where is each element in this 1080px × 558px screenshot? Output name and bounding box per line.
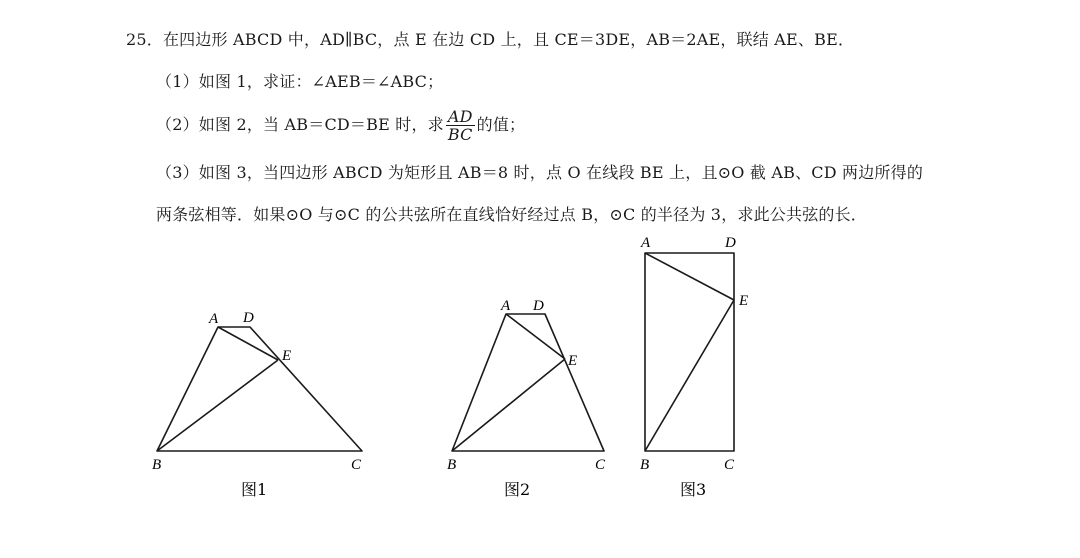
figure-3-rectangle <box>645 253 734 451</box>
fraction-denominator: BC <box>447 125 473 144</box>
figure-2-caption: 图2 <box>504 480 531 499</box>
figure-3-label-A: A <box>641 235 651 251</box>
figure-2-label-B: B <box>447 457 457 473</box>
figure-2-segment-BE <box>452 359 565 451</box>
part-3-line-2: 两条弦相等．如果⊙O 与⊙C 的公共弦所在直线恰好经过点 B，⊙C 的半径为 3，求此公共弦的长． <box>156 205 867 224</box>
figure-2-label-E: E <box>568 353 578 369</box>
figure-1-label-E: E <box>282 348 292 364</box>
fraction-numerator: AD <box>447 107 473 126</box>
figure-2-drawing <box>452 314 604 451</box>
figure-3-label-E: E <box>739 293 749 309</box>
figure-1-drawing <box>157 327 362 451</box>
figure-2-segment-AE <box>506 314 565 359</box>
figure-2-quadrilateral <box>452 314 604 451</box>
figure-1-quadrilateral <box>157 327 362 451</box>
figure-1-label-B: B <box>152 457 162 473</box>
part-2-text-before: （2）如图 2，当 AB＝CD＝BE 时，求 <box>156 115 444 134</box>
part-2-text-after: 的值； <box>476 115 526 134</box>
part-1: （1）如图 1，求证：∠AEB＝∠ABC； <box>156 72 444 91</box>
figure-3-label-D: D <box>725 235 736 251</box>
figure-2-label-D: D <box>533 298 544 314</box>
figure-3-drawing <box>645 253 734 451</box>
figure-1-segment-AE <box>218 327 278 360</box>
figure-1-segment-BE <box>157 360 278 451</box>
figure-1-label-A: A <box>209 311 219 327</box>
figure-3-label-C: C <box>724 457 735 473</box>
figure-1-label-C: C <box>351 457 362 473</box>
figure-2-label-A: A <box>501 298 511 314</box>
figure-1-label-D: D <box>243 310 254 326</box>
figure-3-label-B: B <box>640 457 650 473</box>
problem-stem: 25．在四边形 ABCD 中，AD∥BC，点 E 在边 CD 上，且 CE＝3DE，AB＝2AE，联结 AE、BE． <box>126 30 855 49</box>
figure-3-segment-AE <box>645 253 734 300</box>
part-3-line-1: （3）如图 3，当四边形 ABCD 为矩形且 AB＝8 时，点 O 在线段 BE 上，且⊙O 截 AB、CD 两边所得的 <box>156 163 924 182</box>
figure-3-caption: 图3 <box>680 480 707 499</box>
figure-3-segment-BE <box>645 300 734 451</box>
figure-2-label-C: C <box>595 457 606 473</box>
figure-1-caption: 图1 <box>241 480 268 499</box>
